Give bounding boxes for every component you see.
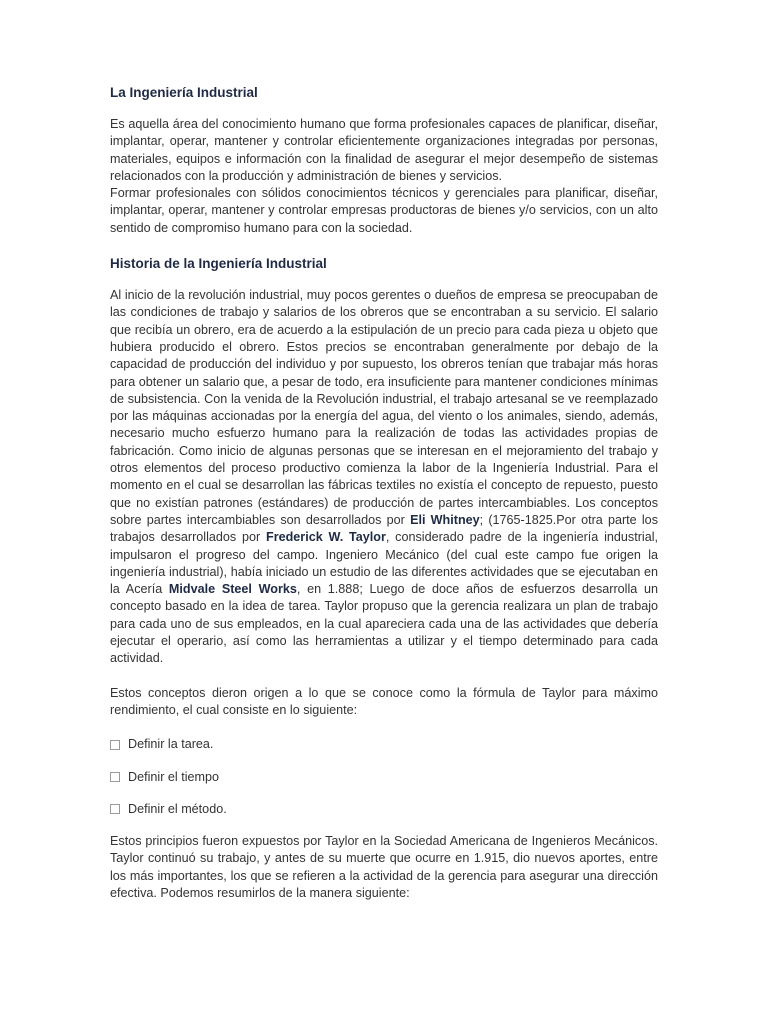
list-item-label: Definir la tarea. [128, 737, 214, 752]
paragraph-history [110, 287, 658, 668]
list-item [110, 769, 658, 786]
section-title-ingenieria-industrial: La Ingeniería Industrial [110, 85, 258, 100]
name-frederick-taylor: Frederick W. Taylor [266, 530, 386, 545]
name-eli-whitney: Eli Whitney [410, 512, 480, 527]
list-item [110, 801, 658, 818]
checkbox-bullet-icon [110, 740, 120, 750]
name-midvale-steel-works: Midvale Steel Works [168, 582, 297, 597]
history-text-c: , considerado padre de la ingeniería industrial, impulsaron el progreso del campo. Ingeniero Mecánico (del cual este campo fue origen la ingeniería industrial), había iniciado un estudio de las diferentes actividades que se ejecutaban en la Acería [110, 530, 659, 597]
paragraph-definition: Es aquella área del conocimiento humano que forma profesionales capaces de planificar, diseñar, implantar, operar, mantener y controlar eficientemente organizaciones integradas por personas, materiales, equipos e información con la finalidad de asegurar el mejor desempeño de sistemas relacionados con la producción y administración de bienes y servicios. [110, 117, 658, 183]
history-text-d: , en 1.888; Luego de doce años de esfuerzos desarrolla un concepto basado en la idea de tarea. Taylor propuso que la gerencia realizara un plan de trabajo para cada uno de sus empleados, en la cual apareciera cada una de las actividades que debería ejecutar el operario, así como las herramientas a utilizar y el tiempo determinado para cada actividad. [110, 582, 658, 666]
checkbox-bullet-icon [110, 804, 120, 814]
list-item-label: Definir el tiempo [128, 769, 219, 784]
paragraph-objective: Formar profesionales con sólidos conocimientos técnicos y gerenciales para planificar, diseñar, implantar, operar, mantener y controlar empresas productoras de bienes y/o servicios, con un alto sentido de compromiso humano para con la sociedad. [110, 186, 658, 235]
document-page [110, 84, 658, 902]
list-item [110, 736, 658, 753]
history-text-b: ; (1765-1825.Por otra parte los trabajos desarrollados por [110, 512, 658, 545]
list-item-label: Definir el método. [128, 801, 227, 816]
history-text-a: Al inicio de la revolución industrial, muy pocos gerentes o dueños de empresa se preocupaban de las condiciones de trabajo y salarios de los obreros que se encontraban a su servicio. El salario que recibía un obrero, era de acuerdo a la estipulación de un precio para cada pieza u objeto que hubiera producido el obrero. Estos precios se encontraban generalmente por debajo de la capacidad de producción del individuo y por supuesto, los obreros tenían que trabajar más horas para obtener un salario que, a pesar de todo, era insuficiente para mantener condiciones mínimas de subsistencia. Con la venida de la Revolución industrial, el trabajo artesanal se ve reemplazado por las máquinas accionadas por la energía del agua, del viento o los animales, siendo, además, necesario mucho esfuerzo humano para la realización de todas las actividades propias de fabricación. Como inicio de algunas personas que se interesan en el mejoramiento del trabajo y otros elementos del proceso productivo comienza la labor de la Ingeniería Industrial. Para el momento en el cual se desarrollan las fábricas textiles no existía el concepto de repuesto, puesto que no existían patrones (estándares) de producción de partes intercambiables. Los conceptos sobre partes intercambiables son desarrollados por [110, 288, 658, 527]
paragraph-taylor-principles: Estos principios fueron expuestos por Taylor en la Sociedad Americana de Ingenieros Mecánicos. Taylor continuó su trabajo, y antes de su muerte que ocurre en 1.915, dio nuevos aportes, entre los más importantes, los que se refieren a la actividad de la gerencia para asegurar una dirección efectiva. Podemos resumirlos de la manera siguiente: [110, 834, 658, 900]
paragraph-taylor-formula: Estos conceptos dieron origen a lo que se conoce como la fórmula de Taylor para máximo rendimiento, el cual consiste en lo siguiente: [110, 685, 658, 717]
checkbox-bullet-icon [110, 772, 120, 782]
section-title-historia: Historia de la Ingeniería Industrial [110, 256, 327, 272]
